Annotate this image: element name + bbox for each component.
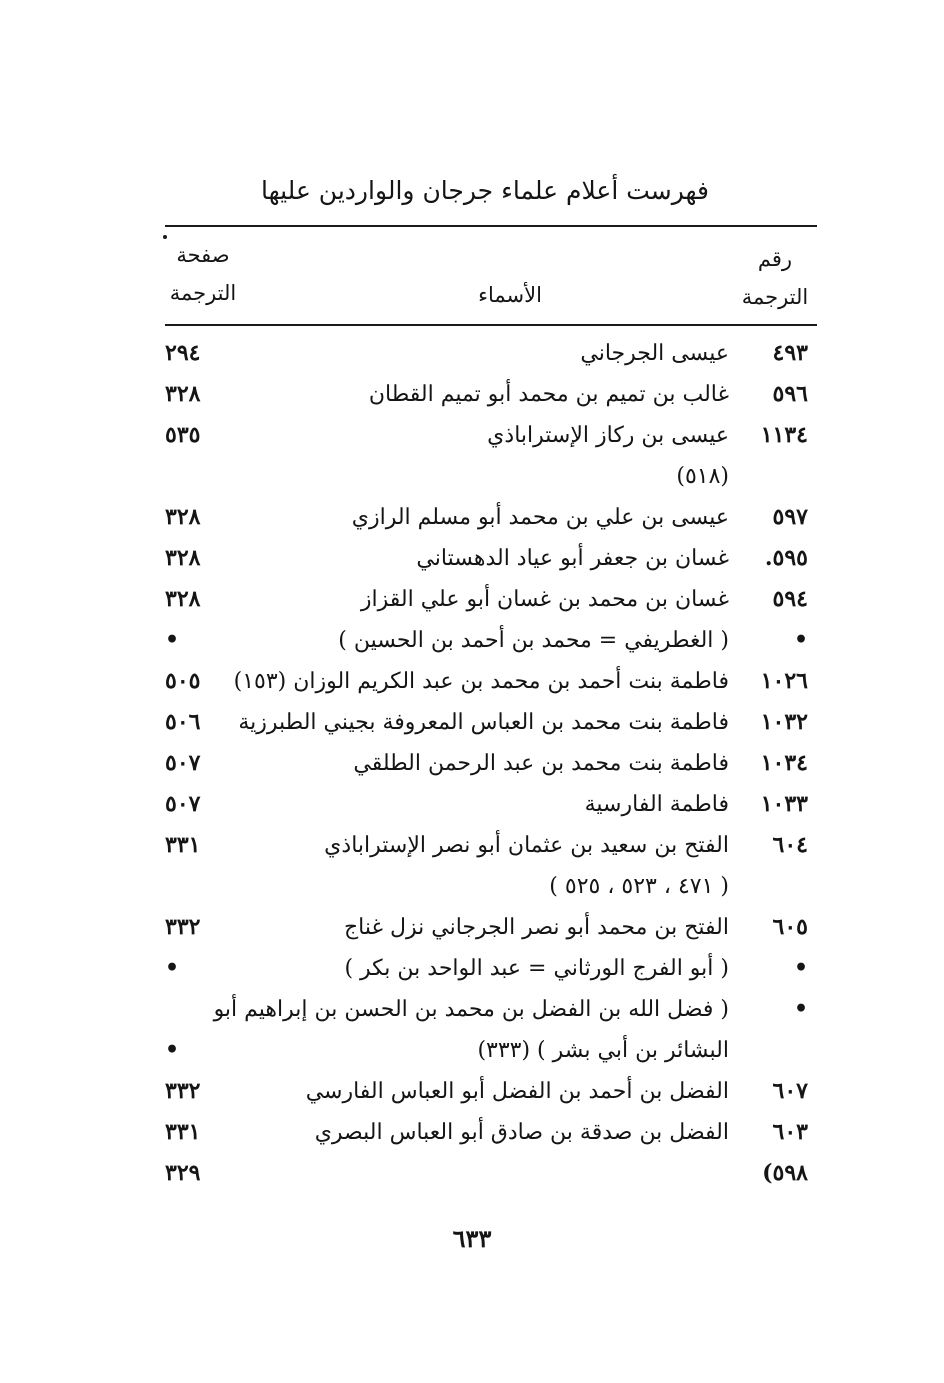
entry-name: الفضل بن صدقة بن صادق أبو العباس البصري — [314, 1120, 729, 1145]
entry-name: ( فضل الله بن الفضل بن محمد بن الحسن بن إبراهيم أبو — [213, 997, 729, 1022]
index-table — [0, 333, 944, 1194]
entry-name: عيسى الجرجاني — [580, 341, 729, 366]
table-row — [0, 743, 944, 784]
entry-name: غسان بن محمد بن غسان أبو علي القزاز — [360, 587, 729, 612]
entry-number: ٥٩٥. — [764, 545, 808, 571]
entry-number: ١٠٢٦ — [760, 668, 808, 694]
entry-name: فاطمة بنت محمد بن عبد الرحمن الطلقي — [353, 751, 729, 776]
header-rule — [165, 324, 817, 326]
table-row — [0, 456, 944, 497]
table-row — [0, 989, 944, 1030]
entry-page: ٣٢٨ — [165, 545, 201, 571]
entry-name: فاطمة الفارسية — [584, 792, 729, 817]
table-row — [0, 661, 944, 702]
entry-name: البشائر بن أبي بشر ) (٣٣٣) — [477, 1038, 729, 1063]
entry-page: ٥٠٥ — [165, 668, 201, 694]
entry-number: ٦٠٥ — [772, 914, 808, 940]
entry-number: ٦٠٧ — [772, 1078, 808, 1104]
entry-number: • — [793, 996, 808, 1022]
entry-page: • — [165, 627, 180, 653]
table-row — [0, 948, 944, 989]
entry-number: ١٠٣٢ — [760, 709, 808, 735]
table-row — [0, 1112, 944, 1153]
entry-number: ١١٣٤ — [760, 422, 808, 448]
entry-name: ( أبو الفرج الورثاني = عبد الواحد بن بكر ) — [344, 956, 729, 981]
entry-page: ٣٢٨ — [165, 504, 201, 530]
entry-page: ٥٠٦ — [165, 709, 201, 735]
entry-name: ( الغطريفي = محمد بن أحمد بن الحسين ) — [338, 628, 729, 653]
header-names: الأسماء — [478, 283, 542, 307]
table-row — [0, 907, 944, 948]
entry-page: ٢٩٤ — [165, 340, 201, 366]
table-row — [0, 1030, 944, 1071]
entry-name: عيسى بن علي بن محمد أبو مسلم الرازي — [351, 505, 729, 530]
entry-number: ٥٩٨) — [762, 1160, 808, 1186]
entry-name: الفتح بن سعيد بن عثمان أبو نصر الإستراباذي — [324, 833, 729, 858]
entry-number: ٥٩٤ — [772, 586, 808, 612]
entry-name: الفضل بن أحمد بن الفضل أبو العباس الفارسي — [305, 1079, 729, 1104]
entry-page: ٣٢٨ — [165, 586, 201, 612]
table-row — [0, 866, 944, 907]
header-number — [730, 240, 820, 316]
entry-page: ٥٠٧ — [165, 750, 201, 776]
entry-page: ٣٣١ — [165, 1119, 201, 1145]
entry-name: الفتح بن محمد أبو نصر الجرجاني نزل غناج — [343, 915, 729, 940]
entry-number: ١٠٣٣ — [760, 791, 808, 817]
entry-number: ٤٩٣ — [772, 340, 808, 366]
table-row — [0, 1153, 944, 1194]
entry-page: ٥٠٧ — [165, 791, 201, 817]
table-row — [0, 415, 944, 456]
table-row — [0, 538, 944, 579]
header-number-line1: رقم — [757, 247, 793, 271]
entry-name: (٥١٨) — [676, 464, 729, 489]
table-row — [0, 497, 944, 538]
entry-page: ٣٢٨ — [165, 381, 201, 407]
entry-name: غسان بن جعفر أبو عياد الدهستاني — [416, 546, 729, 571]
entry-page: ٥٣٥ — [165, 422, 201, 448]
page-number: ٦٣٣ — [452, 1224, 492, 1253]
table-row — [0, 374, 944, 415]
entry-number: ٥٩٧ — [772, 504, 808, 530]
entry-page: ٣٢٩ — [165, 1160, 201, 1186]
header-number-line2: الترجمة — [741, 285, 809, 309]
entry-name: فاطمة بنت محمد بن العباس المعروفة بجيني الطبرزية — [238, 710, 729, 735]
entry-number: • — [793, 627, 808, 653]
table-row — [0, 702, 944, 743]
header-page-line1: صفحة — [176, 243, 230, 267]
entry-number: ٦٠٤ — [772, 832, 808, 858]
table-row — [0, 579, 944, 620]
entry-name: عيسى بن ركاز الإستراباذي — [487, 423, 729, 448]
table-row — [0, 1071, 944, 1112]
page-title: فهرست أعلام علماء جرجان والواردين عليها — [260, 176, 710, 205]
table-row — [0, 620, 944, 661]
entry-name: فاطمة بنت أحمد بن محمد بن عبد الكريم الوزان (١٥٣) — [233, 669, 729, 694]
entry-name: غالب بن تميم بن محمد أبو تميم القطان — [368, 382, 729, 407]
entry-page: ٣٣٢ — [165, 914, 201, 940]
entry-page: • — [165, 1037, 180, 1063]
entry-page: ٣٣٢ — [165, 1078, 201, 1104]
entry-number: ٦٠٣ — [772, 1119, 808, 1145]
entry-number: ٥٩٦ — [772, 381, 808, 407]
table-row — [0, 825, 944, 866]
entry-number: ١٠٣٤ — [760, 750, 808, 776]
header-page — [158, 236, 248, 312]
table-row — [0, 784, 944, 825]
top-rule — [165, 225, 817, 227]
table-row — [0, 333, 944, 374]
header-page-line2: الترجمة — [169, 281, 237, 305]
entry-page: ٣٣١ — [165, 832, 201, 858]
entry-page: • — [165, 955, 180, 981]
entry-number: • — [793, 955, 808, 981]
entry-name: ( ٤٧١ ، ٥٢٣ ، ٥٢٥ ) — [549, 874, 729, 899]
